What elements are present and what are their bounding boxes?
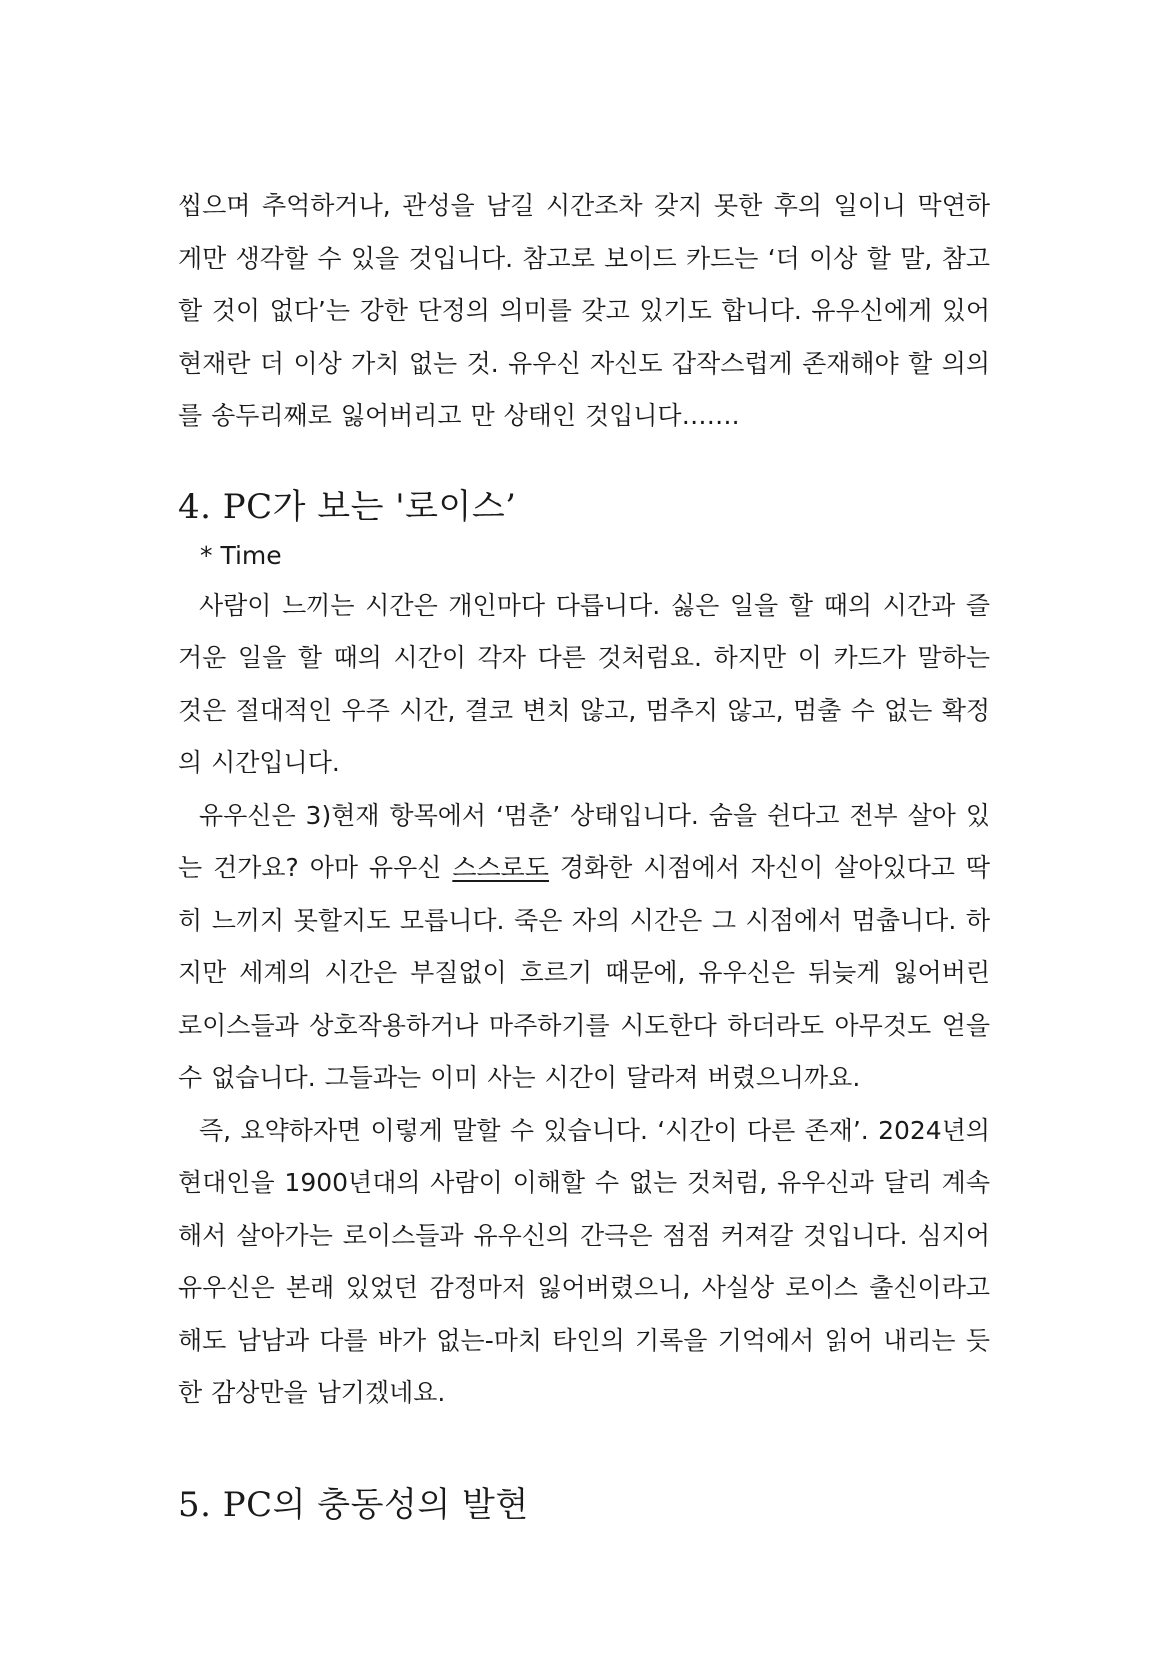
paragraph-2-text-a: 유우신은 3)현재 항목에서 ‘멈춘’ 상태입니다. 숨을 쉰다고 전부 살아 있는 건가요? 아마 유우신: [178, 800, 990, 882]
section-4-paragraph-1: 사람이 느끼는 시간은 개인마다 다릅니다. 싫은 일을 할 때의 시간과 즐거운 일을 할 때의 시간이 각자 다른 것처럼요. 하지만 이 카드가 말하는 것은 절대적인 우주 시간, 결코 변치 않고, 멈추지 않고, 멈출 수 없는 확정의 시간입니다.: [178, 590, 990, 777]
paragraph-2-text-b: 경화한 시점에서 자신이 살아있다고 딱히 느끼지 못할지도 모릅니다. 죽은 자의 시간은 그 시점에서 멈춥니다. 하지만 세계의 시간은 부질없이 흐르기 때문에, 유우신은 뒤늦게 잃어버린 로이스들과 상호작용하거나 마주하기를 시도한다 하더라도 아무것도 얻을 수 없습니다. 그들과는 이미 사는 시간이 달라져 버렸으니까요.: [178, 853, 990, 1092]
section-4-subheading: * Time: [200, 540, 282, 570]
section-4-paragraph-2: [178, 790, 990, 1105]
section-4-paragraph-3: 즉, 요약하자면 이렇게 말할 수 있습니다. ‘시간이 다른 존재’. 2024년의 현대인을 1900년대의 사람이 이해할 수 없는 것처럼, 유우신과 달리 계속해서 살아가는 로이스들과 유우신의 간극은 점점 커져갈 것입니다. 심지어 유우신은 본래 있었던 감정마저 잃어버렸으니, 사실상 로이스 출신이라고 해도 남남과 다를 바가 없는-마치 타인의 기록을 기억에서 읽어 내리는 듯한 감상만을 남기겠네요.: [178, 1115, 990, 1407]
intro-paragraph: 씹으며 추억하거나, 관성을 남길 시간조차 갖지 못한 후의 일이니 막연하게만 생각할 수 있을 것입니다. 참고로 보이드 카드는 ‘더 이상 할 말, 참고할 것이 없다’는 강한 단정의 의미를 갖고 있기도 합니다. 유우신에게 있어 현재란 더 이상 가치 없는 것. 유우신 자신도 갑작스럽게 존재해야 할 의의를 송두리째로 잃어버리고 만 상태인 것입니다…….: [178, 191, 990, 430]
document-page: [178, 180, 990, 1527]
underlined-phrase: 스스로도: [452, 853, 549, 882]
section-4-heading: 4. PC가 보는 '로이스’: [178, 486, 517, 527]
section-5-heading: 5. PC의 충동성의 발현: [178, 1484, 529, 1525]
